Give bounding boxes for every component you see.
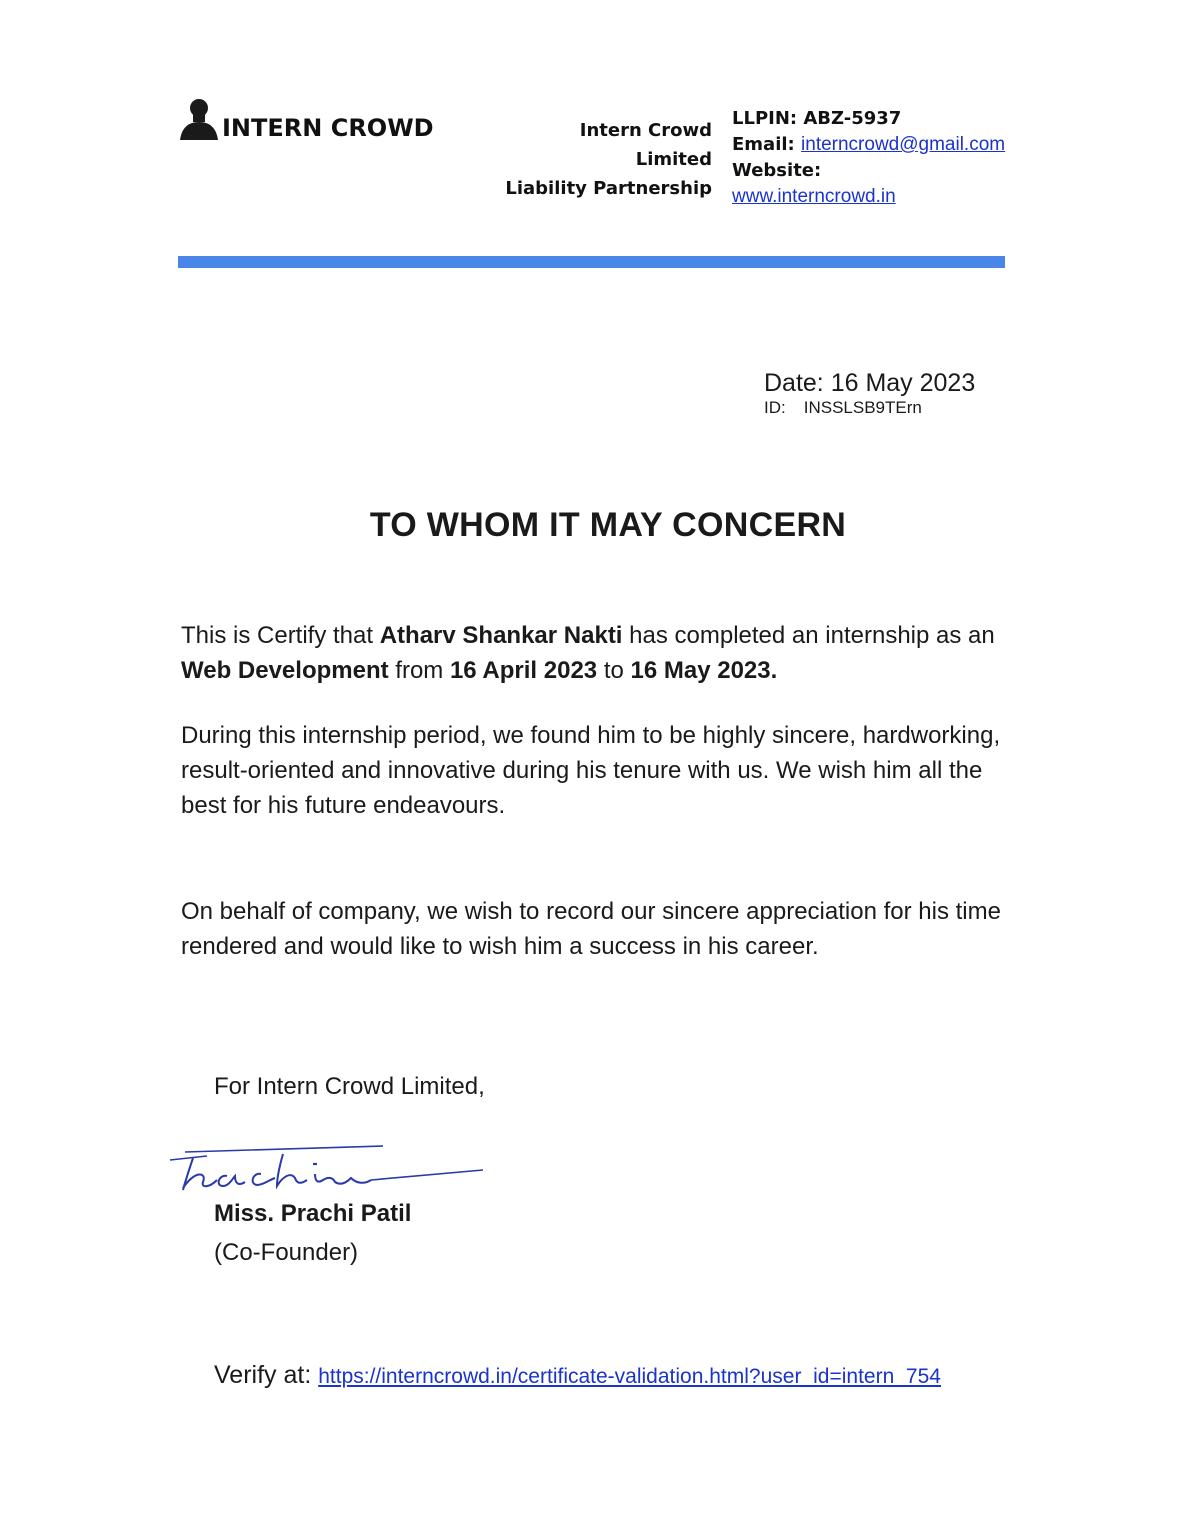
llpin: LLPIN: ABZ-5937 (732, 108, 902, 129)
intern-name: Atharv Shankar Nakti (379, 622, 623, 649)
p1-text-1: This is Certify that (181, 622, 380, 649)
person-icon (178, 98, 220, 142)
signatory-role: (Co-Founder) (214, 1239, 359, 1266)
certification-paragraph (181, 618, 1001, 688)
verify-link[interactable]: https://interncrowd.in/certificate-validation.html?user_id=intern_754 (318, 1365, 941, 1388)
id-value: INSSLSB9TErn (803, 398, 922, 417)
company-logo (178, 98, 434, 142)
start-date: 16 April 2023 (449, 657, 598, 684)
p1-text-2: has completed an internship as an (622, 622, 995, 649)
appreciation-paragraph: On behalf of company, we wish to record our sincere appreciation for his time rendered and would like to wish him a success in his career. (181, 898, 1001, 960)
signatory-name: Miss. Prachi Patil (214, 1200, 412, 1227)
internship-role: Web Development (181, 657, 389, 684)
company-line-1: Intern Crowd Limited (579, 120, 712, 170)
verify-label: Verify at: (214, 1361, 312, 1389)
email-link[interactable]: interncrowd@gmail.com (801, 134, 1006, 155)
header-divider (178, 256, 1005, 268)
issue-date: Date: 16 May 2023 (764, 369, 976, 397)
p1-text-3: from (388, 657, 450, 684)
contact-block (732, 106, 1005, 210)
end-date: 16 May 2023. (630, 657, 778, 684)
website-link[interactable]: www.interncrowd.in (732, 186, 896, 207)
logo-text: INTERN CROWD (222, 114, 434, 142)
for-company-line: For Intern Crowd Limited, (214, 1073, 485, 1100)
company-line-2: Liability Partnership (505, 178, 712, 199)
page-title: TO WHOM IT MAY CONCERN (369, 506, 847, 544)
id-label: ID: (764, 398, 786, 417)
website-label: Website: (732, 160, 822, 181)
p1-text-4: to (597, 657, 631, 684)
verify-line (214, 1358, 941, 1394)
performance-paragraph: During this internship period, we found him to be highly sincere, hardworking, result-oriented and innovative during his tenure with us. We wish him all the best for his future endeavours. (181, 722, 1001, 819)
signature (165, 1138, 485, 1200)
email-label: Email: (732, 134, 795, 155)
company-name (500, 116, 712, 203)
certificate-id (764, 398, 922, 418)
